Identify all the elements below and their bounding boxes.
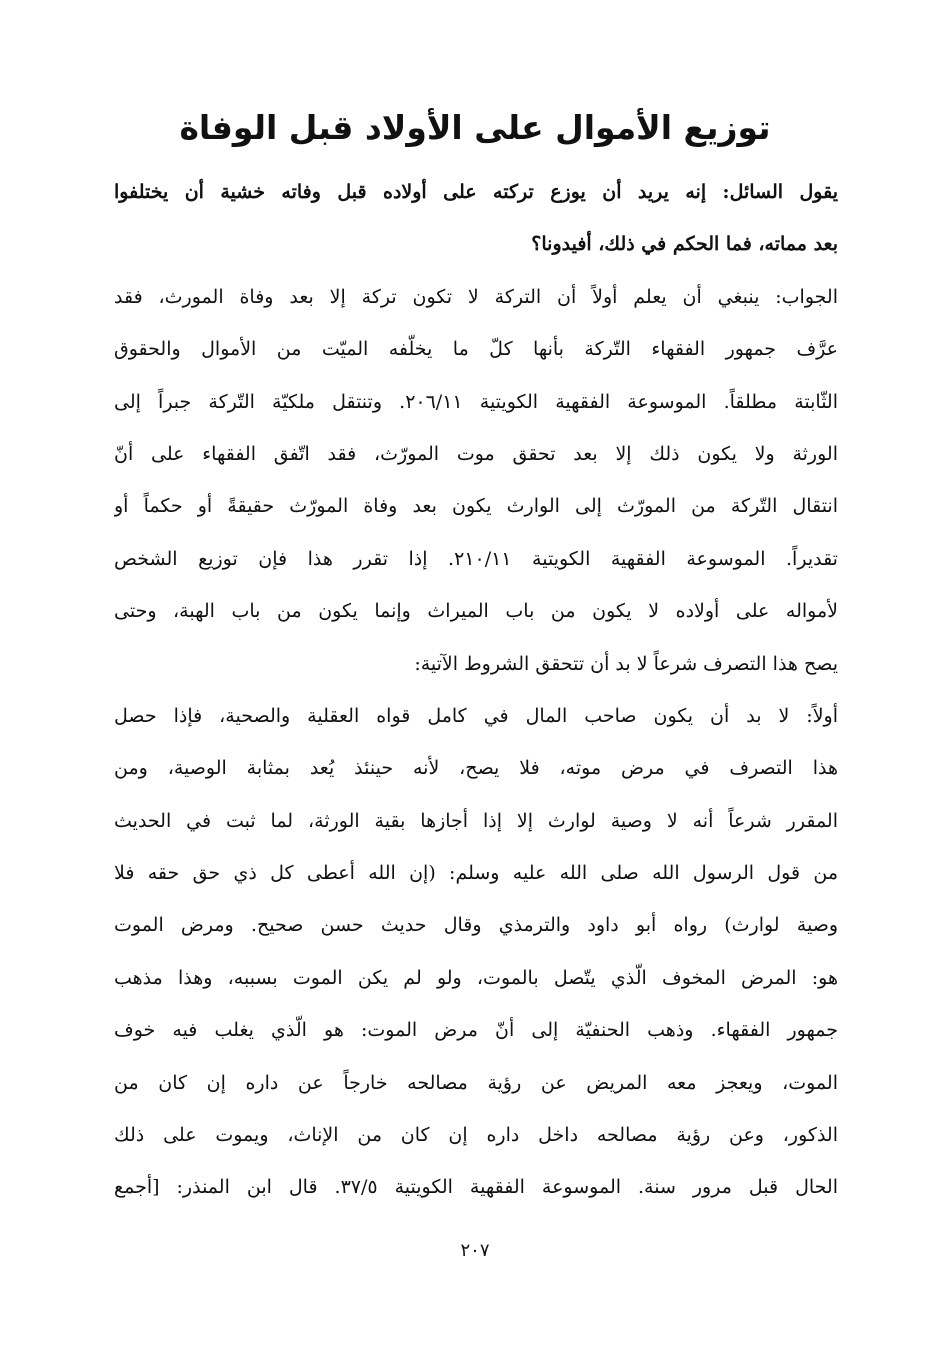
text-line: هذا التصرف في مرض موته، فلا يصح، لأنه حينئذ يُعد بمثابة الوصية، ومن (114, 757, 838, 780)
question-line-2: بعد مماته، فما الحكم في ذلك، أفيدونا؟ (531, 233, 838, 256)
page-number: ٢٠٧ (460, 1240, 490, 1261)
text-line: الورثة ولا يكون ذلك إلا بعد تحقق موت المورّث، فقد اتّفق الفقهاء على أنّ (114, 442, 838, 465)
text-line: انتقال التّركة من المورّث إلى الوارث يكون بعد وفاة المورّث حقيقةً أو حكماً أو (114, 495, 838, 518)
condition-line: أولاً: لا بد أن يكون صاحب المال في كامل قواه العقلية والصحية، فإذا حصل (114, 704, 838, 727)
text-line: لأمواله على أولاده لا يكون من باب الميراث وإنما يكون من باب الهبة، وحتى (114, 600, 838, 623)
text-line: وصية لوارث) رواه أبو داود والترمذي وقال حديث حسن صحيح. ومرض الموت (114, 914, 838, 937)
text-line: الموت، ويعجز معه المريض عن رؤية مصالحه خارجاً عن داره إن كان من (114, 1071, 838, 1094)
text-line: جمهور الفقهاء. وذهب الحنفيّة إلى أنّ مرض الموت: هو الّذي يغلب فيه خوف (114, 1019, 838, 1042)
body-text (114, 166, 838, 1214)
text-line: من قول الرسول الله صلى الله عليه وسلم: (إن الله أعطى كل ذي حق حقه فلا (114, 862, 838, 885)
answer-line: الجواب: ينبغي أن يعلم أولاً أن التركة لا تكون تركة إلا بعد وفاة المورث، فقد (114, 285, 838, 308)
text-line: الثّابتة مطلقاً. الموسوعة الفقهية الكويتية ٢٠٦/١١. وتنتقل ملكيّة التّركة جبراً إلى (114, 390, 838, 413)
text-line: تقديراً. الموسوعة الفقهية الكويتية ٢١٠/١١. إذا تقرر هذا فإن توزيع الشخص (114, 547, 838, 570)
text-line: عرَّف جمهور الفقهاء التّركة بأنها كلّ ما يخلّفه الميّت من الأموال والحقوق (114, 338, 838, 361)
text-line: المقرر شرعاً أنه لا وصية لوارث إلا إذا أجازها بقية الورثة، لما ثبت في الحديث (114, 809, 838, 832)
text-line: الحال قبل مرور سنة. الموسوعة الفقهية الكويتية ٣٧/٥. قال ابن المنذر: [أجمع (114, 1176, 838, 1199)
question-line-1: يقول السائل: إنه يريد أن يوزع تركته على أولاده قبل وفاته خشية أن يختلفوا (114, 181, 838, 203)
text-line: هو: المرض المخوف الّذي يتّصل بالموت، ولو لم يكن الموت بسببه، وهذا مذهب (114, 966, 838, 989)
page-title: توزيع الأموال على الأولاد قبل الوفاة (179, 108, 771, 147)
text-line: الذكور، وعن رؤية مصالحه داخل داره إن كان من الإناث، ويموت على ذلك (114, 1124, 838, 1147)
text-line: يصح هذا التصرف شرعاً لا بد أن تتحقق الشروط الآتية: (414, 652, 838, 675)
